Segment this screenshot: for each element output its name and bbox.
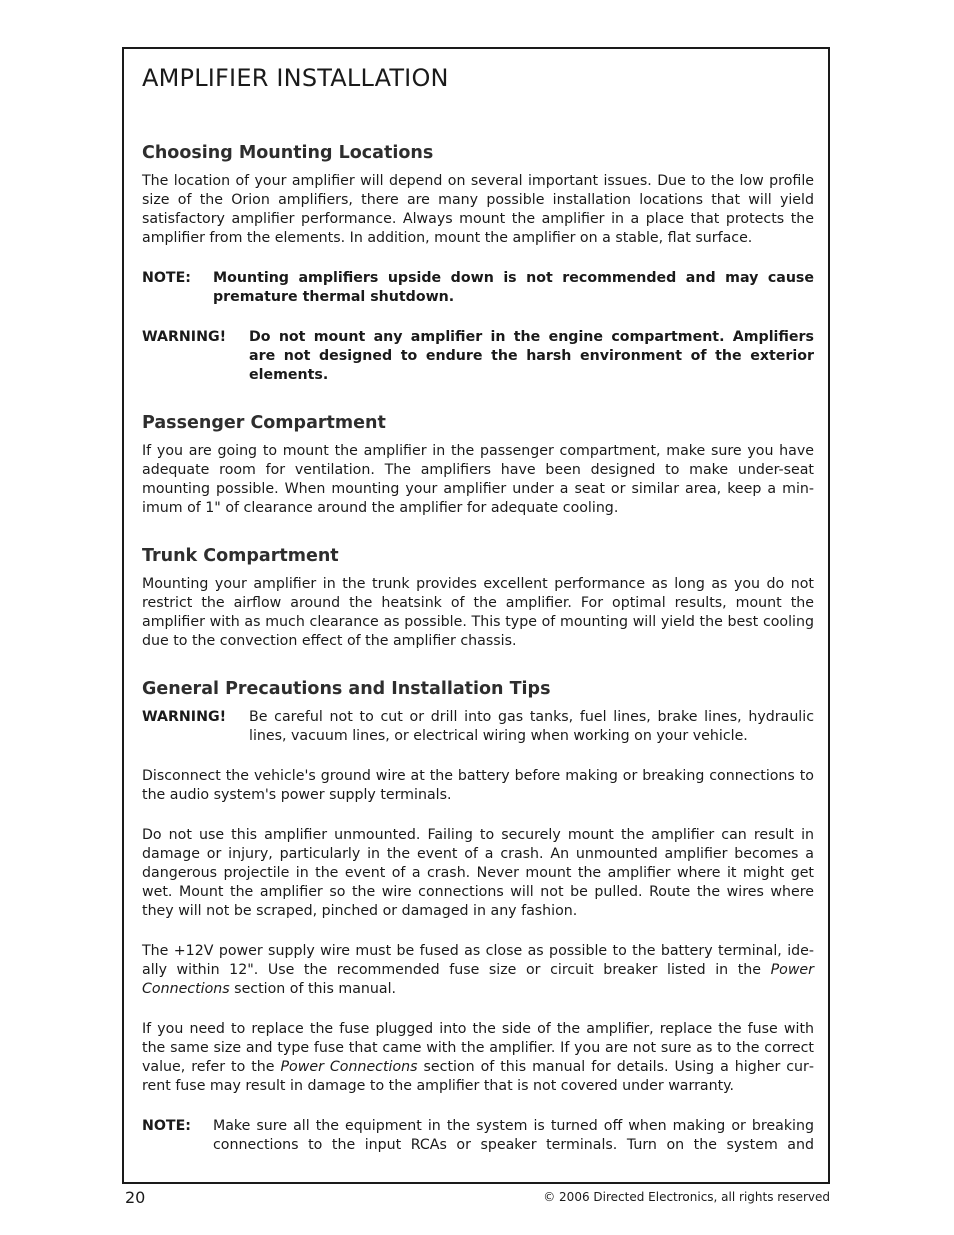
heading-general-precautions: General Precautions and Installation Tips — [142, 679, 551, 699]
page-number: 20 — [125, 1188, 146, 1207]
note-label: NOTE: — [142, 270, 191, 286]
heading-trunk-compartment: Trunk Compartment — [142, 546, 339, 566]
paragraph-fuse-supply: The +12V power supply wire must be fused as close as possible to the battery terminal, ideally within 12". Use the recommended fuse size or circuit breaker listed in the Power Connections section of this manual. — [142, 943, 814, 997]
note-label: NOTE: — [142, 1118, 191, 1134]
paragraph-trunk-compartment: Mounting your amplifier in the trunk provides excellent performance as long as you do not restrict the airflow around the heatsink of the amplifier. For optimal results, mount the amplifier with as much clearance as possible. This type of mounting will yield the best cooling due to the convection effect of the amplifier chassis. — [142, 576, 814, 649]
warning-label: WARNING! — [142, 329, 227, 345]
page-title: AMPLIFIER INSTALLATION — [142, 64, 449, 92]
heading-mounting-locations: Choosing Mounting Locations — [142, 143, 434, 163]
note-text: Make sure all the equipment in the system is turned off when making or breaking connections to the input RCAs or speaker terminals. Turn on the system and — [213, 1118, 814, 1153]
warning-gas-tanks — [142, 708, 814, 746]
warning-engine-compartment — [142, 328, 814, 385]
copyright-notice: © 2006 Directed Electronics, all rights reserved — [543, 1190, 830, 1204]
emphasis-power-connections: Power Connections — [142, 962, 814, 997]
warning-text: Do not mount any amplifier in the engine compartment. Amplifiers are not designed to endure the harsh environment of the exterior elements. — [249, 329, 814, 383]
heading-passenger-compartment: Passenger Compartment — [142, 413, 386, 433]
page-frame — [122, 47, 830, 1184]
emphasis-power-connections: Power Connections — [280, 1059, 418, 1075]
note-upside-down — [142, 269, 814, 307]
note-equipment-off — [142, 1117, 814, 1155]
paragraph-ground-wire: Disconnect the vehicle's ground wire at the battery before making or breaking connections to the audio system's power supply terminals. — [142, 768, 814, 803]
page-content — [142, 63, 814, 1155]
warning-label: WARNING! — [142, 709, 227, 725]
paragraph-passenger-compartment: If you are going to mount the amplifier in the passenger compartment, make sure you have adequate room for ventilation. The amplifiers have been designed to make under-seat mounting possible. When mounting your amplifier under a seat or similar area, keep a minimum of 1" of clearance around the amplifier for adequate cooling. — [142, 443, 814, 516]
paragraph-unmounted: Do not use this amplifier unmounted. Failing to securely mount the amplifier can result in damage or injury, particularly in the event of a crash. An unmounted amplifier becomes a dangerous projectile in the event of a crash. Never mount the amplifier where it might get wet. Mount the amplifier so the wire connections will not be pulled. Route the wires where they will not be scraped, pinched or damaged in any fashion. — [142, 827, 814, 919]
warning-text: Be careful not to cut or drill into gas tanks, fuel lines, brake lines, hydraulic lines, vacuum lines, or electrical wiring when working on your vehicle. — [249, 709, 814, 744]
note-text: Mounting amplifiers upside down is not recommended and may cause premature thermal shutdown. — [213, 270, 814, 305]
paragraph-mounting-locations: The location of your amplifier will depend on several important issues. Due to the low profile size of the Orion amplifiers, there are many possible installation locations that will yield satisfactory amplifier performance. Always mount the amplifier in a place that protects the amplifier from the elements. In addition, mount the amplifier on a stable, flat surface. — [142, 173, 814, 246]
paragraph-replace-fuse: If you need to replace the fuse plugged into the side of the amplifier, replace the fuse with the same size and type fuse that came with the amplifier. If you are not sure as to the correct value, refer to the Power Connections section of this manual for details. Using a higher current fuse may result in damage to the amplifier that is not covered under warranty. — [142, 1021, 815, 1094]
